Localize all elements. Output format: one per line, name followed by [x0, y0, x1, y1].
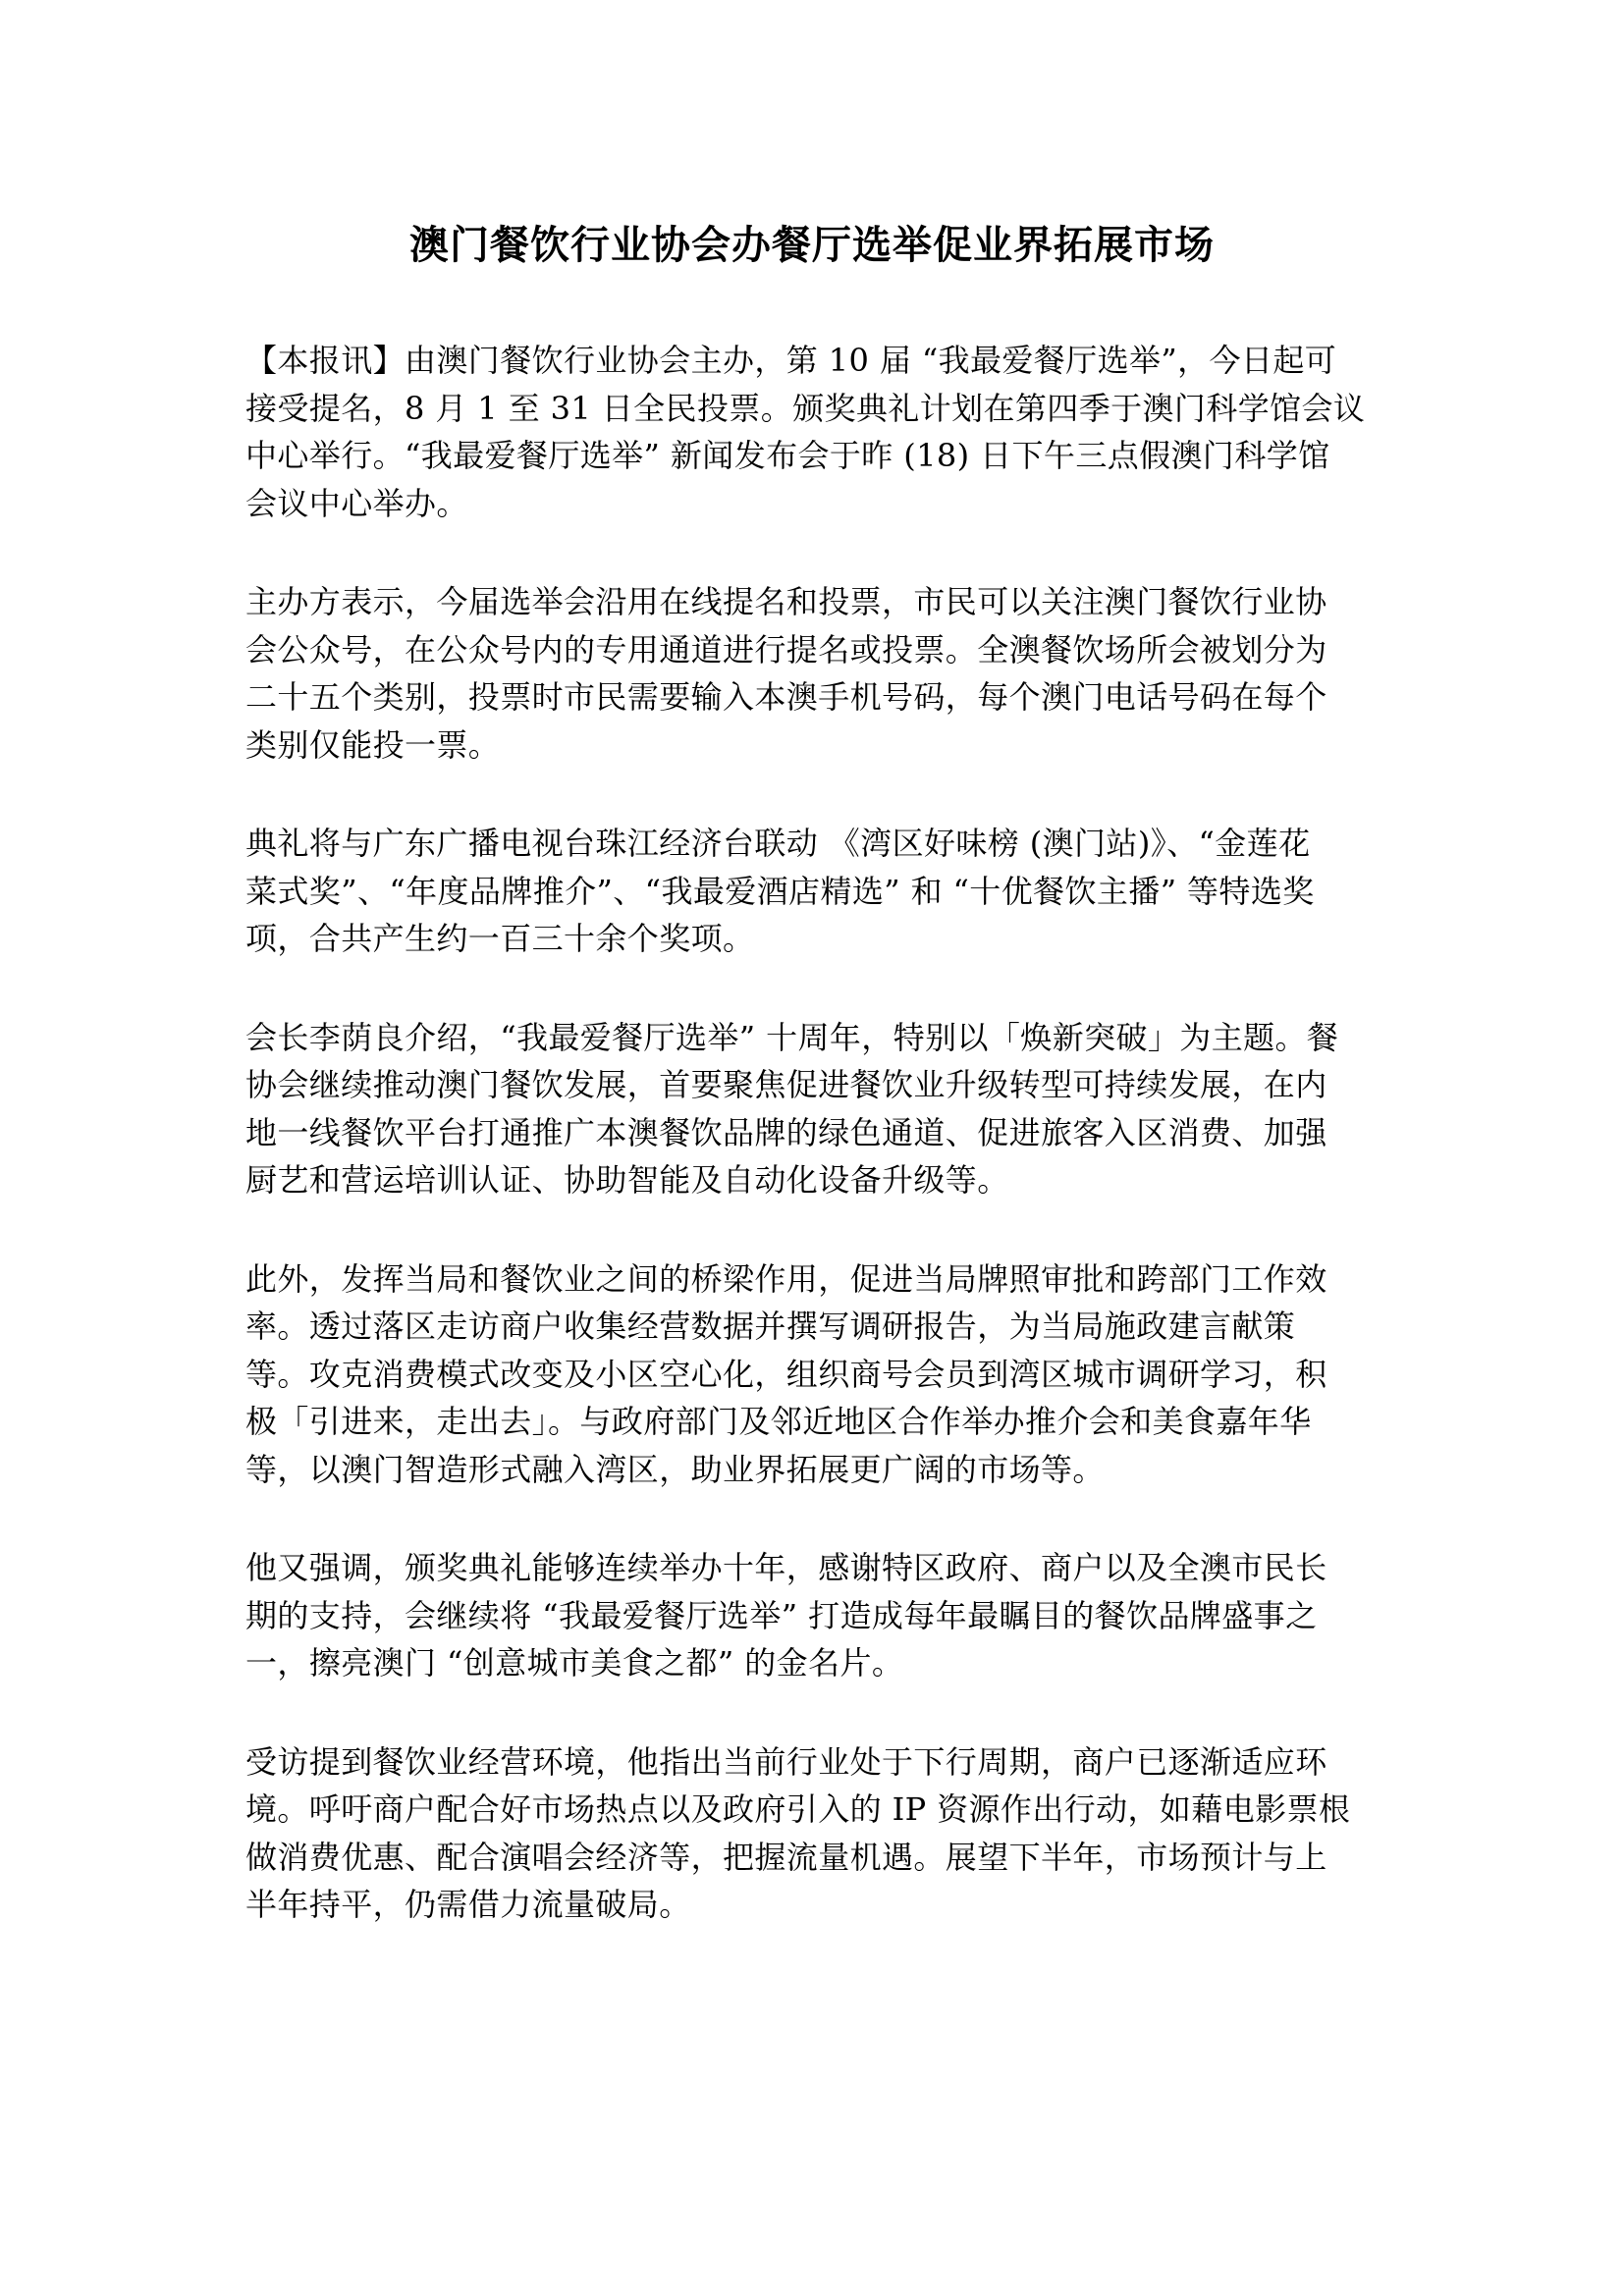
text-line: 接受提名，8 月 1 至 31 日全民投票。颁奖典礼计划在第四季于澳门科学馆会议: [245, 389, 1366, 427]
text-line: 半年持平，仍需借力流量破局。: [245, 1886, 691, 1923]
article-body: [245, 337, 1377, 1980]
text-line: 类别仅能投一票。: [245, 725, 501, 764]
paragraph-emphasis: [245, 1544, 1377, 1687]
text-line: 一，擦亮澳门 “创意城市美食之都” 的金名片。: [245, 1644, 904, 1682]
text-line: 协会继续推动澳门餐饮发展，首要聚焦促进餐饮业升级转型可持续发展，在内: [245, 1066, 1327, 1103]
text-line: 地一线餐饮平台打通推广本澳餐饮品牌的绿色通道、促进旅客入区消费、加强: [245, 1113, 1327, 1151]
text-line: 【本报讯】由澳门餐饮行业协会主办，第 10 届 “我最爱餐厅选举”，今日起可: [245, 342, 1337, 379]
text-line: 会公众号，在公众号内的专用通道进行提名或投票。全澳餐饮场所会被划分为: [245, 630, 1327, 668]
paragraph-ceremony: [245, 820, 1377, 963]
text-line: 此外，发挥当局和餐饮业之间的桥梁作用，促进当局牌照审批和跨部门工作效: [245, 1259, 1327, 1298]
article-title: 澳门餐饮行业协会办餐厅选举促业界拓展市场: [409, 222, 1215, 268]
text-line: 典礼将与广东广播电视台珠江经济台联动 《湾区好味榜 (澳门站)》、“金莲花: [245, 825, 1311, 862]
text-line: 菜式奖”、“年度品牌推介”、“我最爱酒店精选” 和 “十优餐饮主播” 等特选奖: [245, 872, 1315, 910]
text-line: 厨艺和营运培训认证、协助智能及自动化设备升级等。: [245, 1161, 1009, 1199]
text-line: 他又强调，颁奖典礼能够连续举办十年，感谢特区政府、商户以及全澳市民长: [245, 1549, 1327, 1586]
paragraph-intro: [245, 337, 1377, 527]
text-line: 二十五个类别，投票时市民需要输入本澳手机号码，每个澳门电话号码在每个: [245, 678, 1327, 716]
text-line: 境。呼吁商户配合好市场热点以及政府引入的 IP 资源作出行动，如藉电影票根: [245, 1790, 1351, 1828]
paragraph-president: [245, 1014, 1377, 1204]
text-line: 受访提到餐饮业经营环境，他指出当前行业处于下行周期，商户已逐渐适应环: [245, 1742, 1327, 1781]
text-line: 会长李荫良介绍，“我最爱餐厅选举” 十周年，特别以「焕新突破」为主题。餐: [245, 1018, 1339, 1056]
text-line: 项，合共产生约一百三十余个奖项。: [245, 920, 755, 957]
text-line: 做消费优惠、配合演唱会经济等，把握流量机遇。展望下半年，市场预计与上: [245, 1838, 1327, 1876]
text-line: 期的支持，会继续将 “我最爱餐厅选举” 打造成每年最瞩目的餐饮品牌盛事之: [245, 1596, 1318, 1634]
paragraph-bridge: [245, 1255, 1377, 1494]
text-line: 等，以澳门智造形式融入湾区，助业界拓展更广阔的市场等。: [245, 1450, 1105, 1488]
text-line: 等。攻克消费模式改变及小区空心化，组织商号会员到湾区城市调研学习，积: [245, 1355, 1327, 1393]
text-line: 会议中心举办。: [245, 484, 468, 522]
text-line: 率。透过落区走访商户收集经营数据并撰写调研报告，为当局施政建言献策: [245, 1308, 1296, 1345]
paragraph-outlook: [245, 1738, 1377, 1929]
text-line: 极「引进来，走出去」。与政府部门及邻近地区合作举办推介会和美食嘉年华: [245, 1403, 1312, 1440]
text-line: 中心举行。“我最爱餐厅选举” 新闻发布会于昨 (18) 日下午三点假澳门科学馆: [245, 437, 1330, 474]
text-line: 主办方表示，今届选举会沿用在线提名和投票，市民可以关注澳门餐饮行业协: [245, 583, 1327, 620]
paragraph-voting: [245, 578, 1377, 769]
